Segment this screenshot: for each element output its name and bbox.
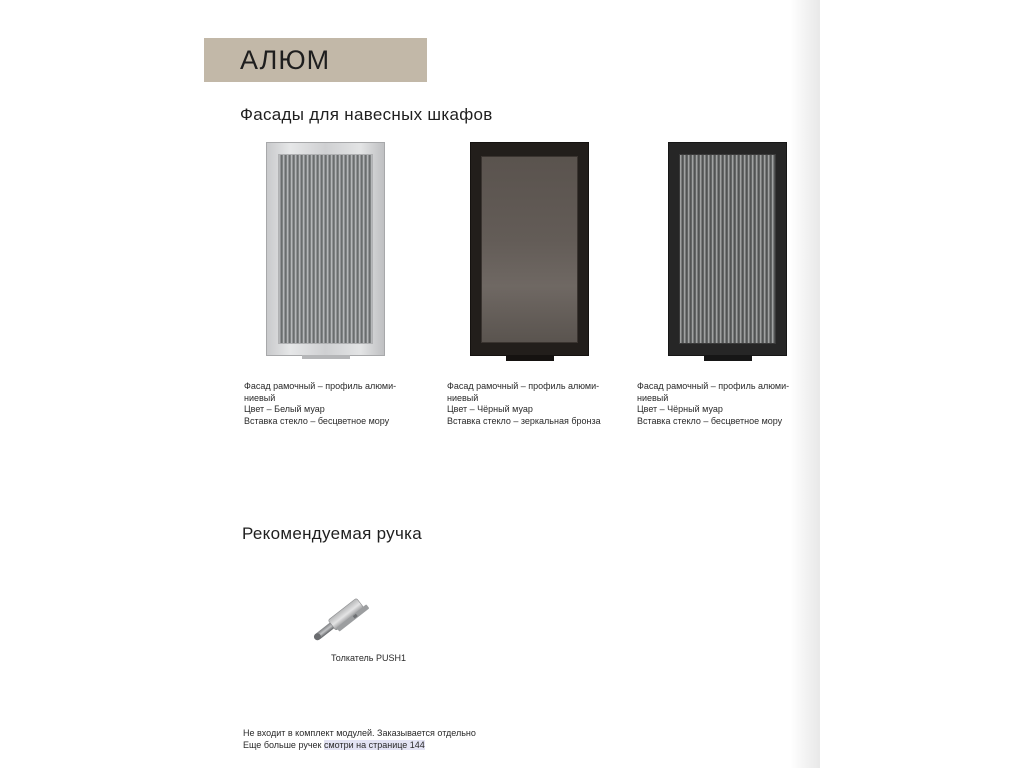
page-margin (820, 0, 1024, 768)
handle-caption: Толкатель PUSH1 (331, 653, 406, 663)
page-edge-shadow (790, 0, 820, 768)
footnote-more-handles (243, 740, 425, 750)
facade-caption-black: Фасад рамочный – профиль алюми- ниевый Цвет – Чёрный муар Вставка стекло – бесцветное мору (637, 381, 790, 426)
facade-image-bronze (470, 142, 589, 356)
title-banner (204, 38, 427, 82)
footnote-more-handles-text: Еще больше ручек (243, 740, 324, 750)
push-handle (704, 355, 752, 361)
facade-image-black (668, 142, 787, 356)
facade-caption-white: Фасад рамочный – профиль алюми- ниевый Цвет – Белый муар Вставка стекло – бесцветное мору (244, 381, 397, 426)
section-heading-facades: Фасады для навесных шкафов (240, 105, 493, 124)
bronze-glass-insert (481, 156, 578, 343)
section-heading-handle: Рекомендуемая ручка (242, 524, 422, 543)
push-handle (302, 355, 350, 359)
push-latch-image (308, 596, 374, 642)
facade-image-white (266, 142, 385, 356)
footnote-not-included: Не входит в комплект модулей. Заказывается отдельно (243, 728, 476, 738)
page-reference-link[interactable]: смотри на странице 144 (323, 740, 425, 750)
page-title: АЛЮМ (240, 45, 331, 75)
push-handle (506, 355, 554, 361)
fluted-glass-insert (679, 154, 776, 344)
fluted-glass-insert (278, 154, 373, 344)
facade-caption-bronze: Фасад рамочный – профиль алюми- ниевый Цвет – Чёрный муар Вставка стекло – зеркальная бронза (447, 381, 601, 426)
